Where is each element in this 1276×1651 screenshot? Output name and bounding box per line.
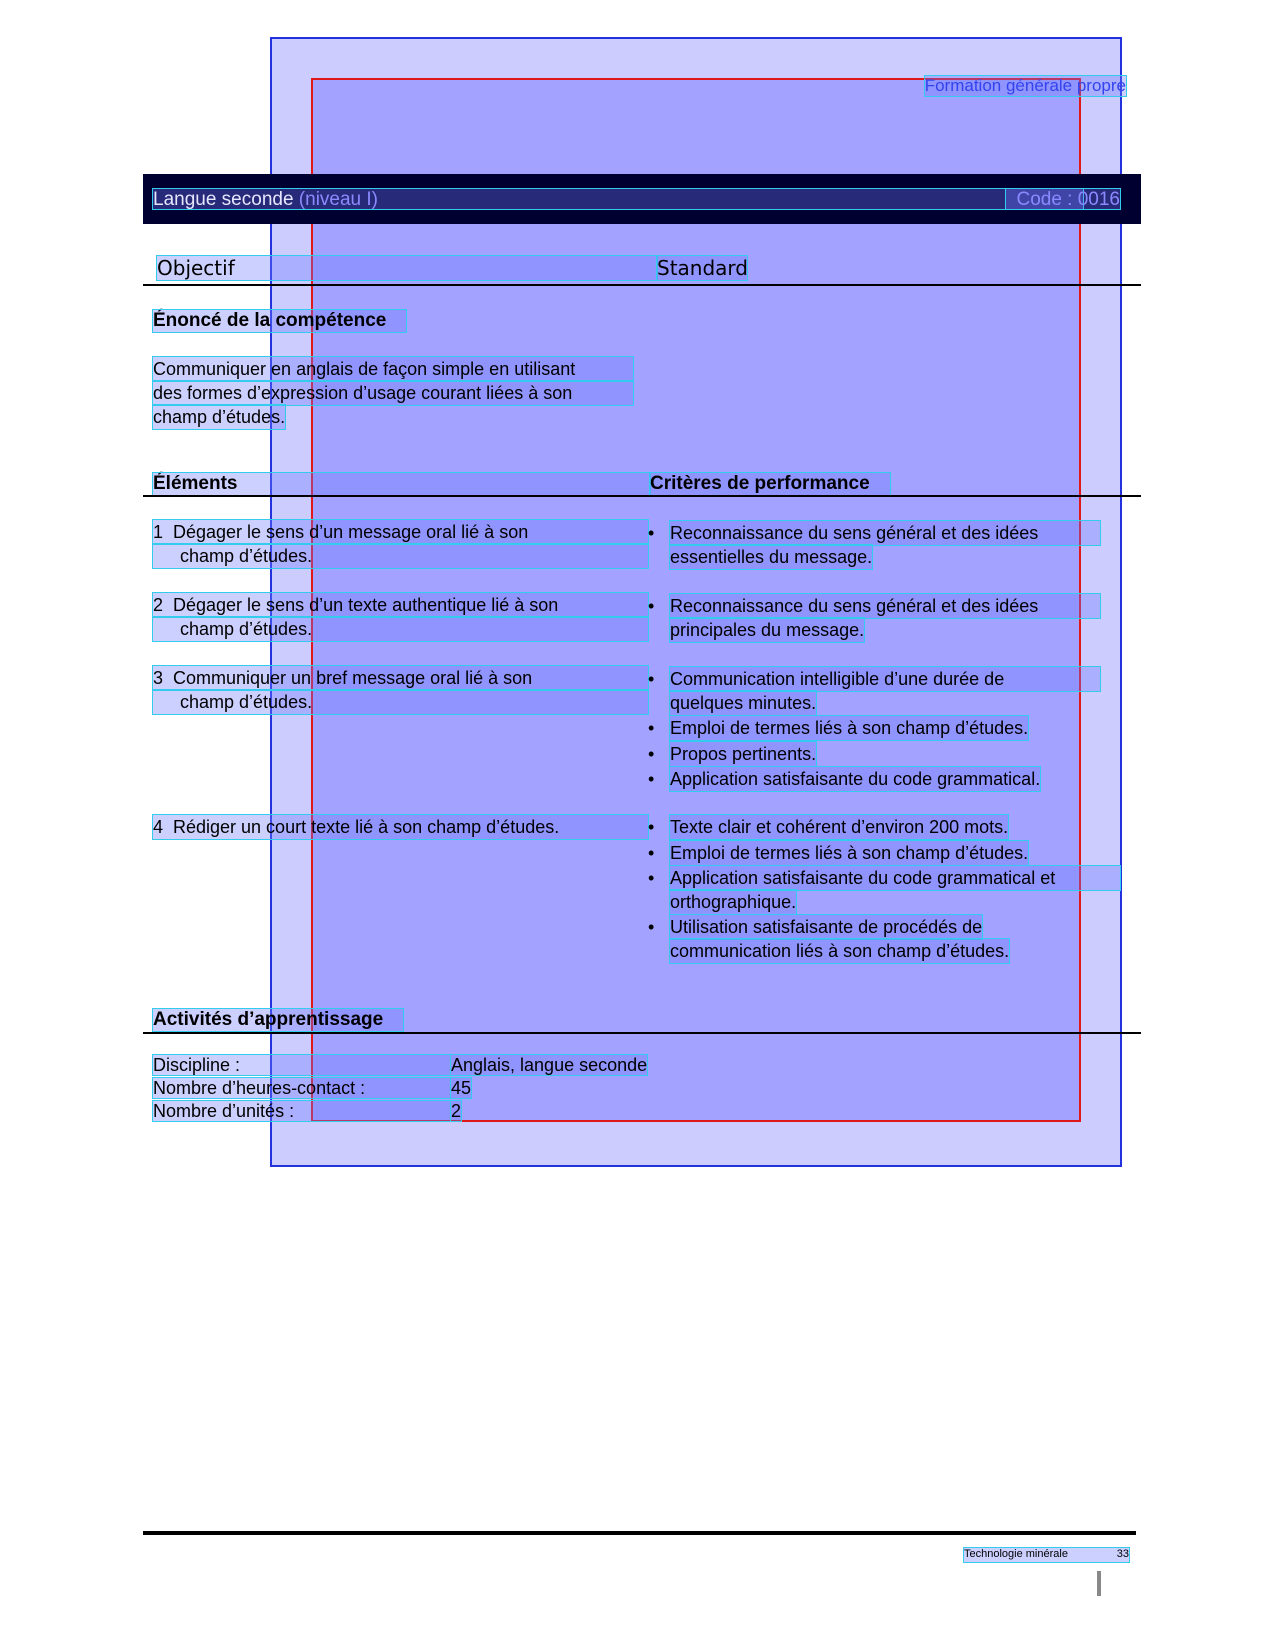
- bullet-icon: •: [648, 718, 655, 738]
- criteria-text: Emploi de termes liés à son champ d’études.: [670, 718, 1029, 738]
- footer-marker: [1097, 1571, 1101, 1596]
- competence-line: champ d’études.: [153, 407, 286, 427]
- units-value: 2: [451, 1101, 462, 1121]
- element-text: Dégager le sens d’un texte authentique lié à son: [173, 595, 559, 615]
- bullet-icon: •: [648, 596, 655, 616]
- criteria-text: principales du message.: [670, 620, 865, 640]
- element-text: champ d’études.: [153, 617, 648, 641]
- bullet-icon: •: [648, 669, 655, 689]
- criteria-text: Propos pertinents.: [670, 744, 817, 764]
- element-row: [153, 815, 648, 839]
- bullet-icon: •: [648, 843, 655, 863]
- element-text: champ d’études.: [153, 544, 648, 568]
- hours-label: Nombre d’heures-contact :: [153, 1078, 450, 1098]
- competence-line: Communiquer en anglais de façon simple en utilisant: [153, 357, 633, 381]
- elements-column-header: Éléments: [153, 473, 650, 495]
- criteria-text: Utilisation satisfaisante de procédés de: [670, 917, 983, 937]
- competence-title: Énoncé de la compétence: [153, 310, 406, 332]
- criteria-item: [670, 667, 1100, 715]
- element-text: champ d’études.: [153, 690, 648, 714]
- criteria-text: Reconnaissance du sens général et des idées: [670, 521, 1100, 545]
- criteria-item: [670, 594, 1100, 642]
- element-number: 4: [153, 817, 164, 837]
- criteria-text: Communication intelligible d’une durée de: [670, 667, 1100, 691]
- criteria-text: Texte clair et cohérent d’environ 200 mots.: [670, 817, 1009, 837]
- element-number: 1: [153, 522, 164, 542]
- element-text: Dégager le sens d’un message oral lié à son: [173, 522, 529, 542]
- competence-text: [153, 357, 633, 429]
- criteria-text: Emploi de termes liés à son champ d’études.: [670, 843, 1029, 863]
- standard-label: Standard: [657, 256, 748, 280]
- divider-activities: [143, 1032, 1141, 1034]
- criteria-text: communication liés à son champ d’études.: [670, 941, 1010, 961]
- objective-label: Objectif: [157, 256, 657, 280]
- bullet-icon: •: [648, 744, 655, 764]
- footer-rule: [143, 1531, 1136, 1535]
- element-text: Rédiger un court texte lié à son champ d’études.: [173, 817, 560, 837]
- divider-objective: [143, 284, 1141, 286]
- criteria-text: Application satisfaisante du code grammatical et: [670, 866, 1120, 890]
- hours-value: 45: [451, 1078, 472, 1098]
- criteria-column-header: Critères de performance: [650, 473, 890, 495]
- criteria-text: Reconnaissance du sens général et des idées: [670, 594, 1100, 618]
- course-title: [153, 189, 1083, 209]
- element-text: Communiquer un bref message oral lié à son: [173, 668, 533, 688]
- element-row: [153, 520, 648, 568]
- course-title-text: Langue seconde: [153, 189, 294, 210]
- competence-line: des formes d’expression d’usage courant liées à son: [153, 381, 633, 405]
- discipline-label: Discipline :: [153, 1055, 450, 1075]
- bullet-icon: •: [648, 817, 655, 837]
- bullet-icon: •: [648, 523, 655, 543]
- criteria-text: quelques minutes.: [670, 693, 817, 713]
- footer: [964, 1548, 1129, 1562]
- discipline-value: Anglais, langue seconde: [451, 1055, 648, 1075]
- units-label: Nombre d’unités :: [153, 1101, 450, 1121]
- course-level: (niveau I): [298, 189, 378, 210]
- element-number: 2: [153, 595, 164, 615]
- criteria-item: [670, 521, 1100, 569]
- header-top-right: Formation générale propre: [924, 76, 1126, 95]
- criteria-text: essentielles du message.: [670, 547, 873, 567]
- criteria-item: [670, 915, 1120, 963]
- element-number: 3: [153, 668, 164, 688]
- course-code: Code : 0016: [1006, 189, 1120, 209]
- footer-label: Technologie minérale: [964, 1548, 1068, 1560]
- criteria-text: Application satisfaisante du code grammatical.: [670, 769, 1041, 789]
- criteria-text: orthographique.: [670, 892, 797, 912]
- page-number: 33: [1116, 1548, 1129, 1560]
- element-row: [153, 593, 648, 641]
- bullet-icon: •: [648, 917, 655, 937]
- element-row: [153, 666, 648, 714]
- bullet-icon: •: [648, 769, 655, 789]
- activities-title: Activités d’apprentissage: [153, 1009, 403, 1031]
- criteria-item: [670, 866, 1120, 914]
- divider-elements: [143, 495, 1141, 497]
- bullet-icon: •: [648, 868, 655, 888]
